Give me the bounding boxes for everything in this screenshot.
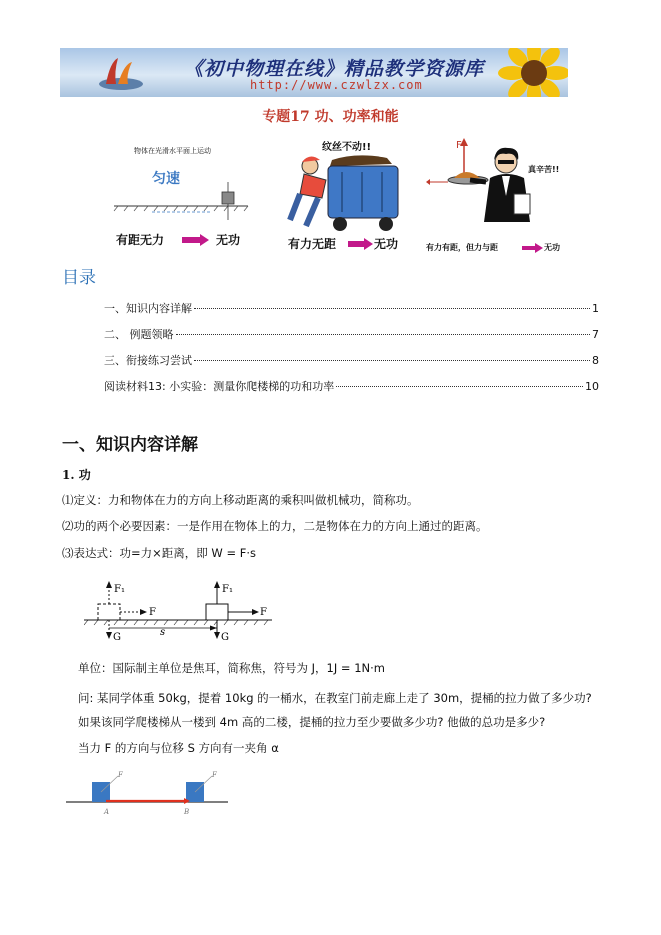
toc-leader: [194, 308, 590, 309]
panel1-result: 无功: [216, 233, 241, 247]
toc-heading: 目录: [62, 268, 96, 288]
toc-leader: [194, 360, 590, 361]
diagram1-f1-label-right: F₁: [222, 584, 233, 595]
diagram1-f1-label-left: F₁: [114, 584, 125, 595]
waiter-carrying-tray-drawing: [426, 138, 576, 238]
panel3-bottom-caption: 有力有距，但力与距: [426, 243, 498, 252]
panel1-caption-top: 物体在光滑水平面上运动: [134, 147, 211, 155]
diagram1-f-label-right: F: [260, 607, 267, 618]
panel2-speech: 纹丝不动!!: [322, 142, 372, 153]
frictionless-surface-diagram: [112, 180, 252, 232]
panel2-bottom-caption: 有力无距: [288, 237, 337, 251]
diagram1-g-label-left: G: [113, 632, 121, 643]
pushing-cart-drawing: [282, 150, 412, 234]
toc-item-page: 1: [592, 302, 599, 315]
force-f-label: F: [456, 140, 462, 151]
question-paragraph: 问: 某同学体重 50kg，提着 10kg 的一桶水，在教室门前走廊上走了 30m，提桶的拉力做了多少功? 如果该同学爬楼梯从一楼到 4m 高的二楼，提桶的拉力至少要做多少功? 他做的总功是多少?: [78, 691, 592, 729]
diagram2-b-label: B: [184, 808, 190, 816]
arrow-right-icon: [182, 234, 210, 246]
panel3-speech: 真辛苦!!: [528, 165, 560, 174]
force-block-diagram: [84, 578, 274, 644]
illustration-no-distance: [282, 138, 412, 260]
toc-item-page: 10: [585, 380, 599, 393]
unit-paragraph: 单位：国际制主单位是焦耳，简称焦，符号为 J，1J = 1N·m: [78, 661, 385, 675]
header-banner: [60, 48, 568, 97]
panel2-result: 无功: [374, 237, 399, 251]
arrow-right-icon: [348, 238, 374, 250]
panel3-result: 无功: [544, 243, 560, 252]
banner-title: 《初中物理在线》精品教学资源库: [184, 58, 485, 80]
panel1-bottom-caption: 有距无力: [116, 233, 165, 247]
toc-item-examples[interactable]: [104, 326, 599, 342]
illustration-perpendicular: [426, 138, 576, 260]
toc-item-page: 8: [592, 354, 599, 367]
sub-heading: 1. 功: [62, 468, 91, 482]
toc-item-knowledge[interactable]: [104, 300, 599, 316]
section-heading: 一、知识内容详解: [62, 435, 198, 455]
expression-paragraph: ⑶表达式：功=力×距离，即 W = F·s: [62, 546, 257, 560]
panel1-motion-label: 匀速: [152, 171, 180, 187]
sunflower-icon: [494, 48, 568, 97]
diagram2-f-label-left: F: [118, 771, 123, 779]
diagram1-g-label-right: G: [221, 632, 229, 643]
toc-item-label: 三、衔接练习尝试: [104, 354, 192, 367]
toc-item-label: 二、 例题领略: [104, 328, 174, 341]
toc-leader: [336, 386, 583, 387]
site-logo: [96, 54, 146, 92]
banner-url: http://www.czwlzx.com: [250, 78, 423, 92]
diagram1-s-label: s: [160, 627, 166, 638]
topic-title: 专题17 功、功率和能: [262, 109, 399, 125]
toc-item-practice[interactable]: [104, 352, 599, 368]
toc-item-page: 7: [592, 328, 599, 341]
toc-item-label: 阅读材料13: 小实验：测量你爬楼梯的功和功率: [104, 380, 335, 393]
arrow-right-icon: [522, 243, 544, 253]
angle-note-paragraph: 当力 F 的方向与位移 S 方向有一夹角 α: [78, 741, 279, 755]
toc-item-label: 一、知识内容详解: [104, 302, 192, 315]
factors-paragraph: ⑵功的两个必要因素：一是作用在物体上的力，二是物体在力的方向上通过的距离。: [62, 519, 488, 533]
toc-item-reading[interactable]: [104, 378, 599, 394]
illustration-no-force: [112, 138, 252, 260]
diagram2-a-label: A: [104, 808, 110, 816]
diagram1-f-label-left: F: [149, 607, 156, 618]
diagram2-f-label-right: F: [212, 771, 217, 779]
angled-force-diagram: [66, 768, 230, 820]
toc-leader: [176, 334, 591, 335]
definition-paragraph: ⑴定义：力和物体在力的方向上移动距离的乘积叫做机械功，简称功。: [62, 493, 419, 507]
